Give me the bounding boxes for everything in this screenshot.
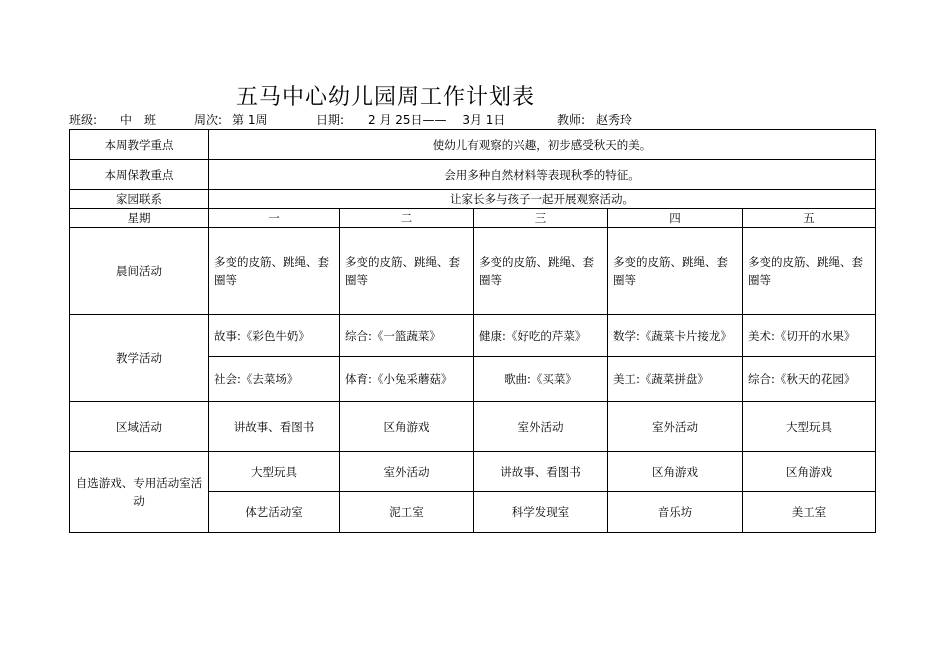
page-title: 五马中心幼儿园周工作计划表 xyxy=(236,85,536,110)
area-activity-cell: 室外活动 xyxy=(474,402,608,452)
day-header: 五 xyxy=(743,209,876,228)
teaching-focus-value: 使幼儿有观察的兴趣，初步感受秋天的美。 xyxy=(209,130,876,160)
care-focus-label: 本周保教重点 xyxy=(70,160,209,190)
teaching-activity-cell: 故事:《彩色牛奶》 xyxy=(209,315,340,357)
free-activity-cell: 室外活动 xyxy=(340,452,474,492)
care-focus-value: 会用多种自然材料等表现秋季的特征。 xyxy=(209,160,876,190)
teaching-activity-cell: 综合:《秋天的花园》 xyxy=(743,357,876,402)
free-activity-cell: 音乐坊 xyxy=(608,492,743,533)
free-activity-cell: 体艺活动室 xyxy=(209,492,340,533)
teaching-activity-cell: 数学:《蔬菜卡片接龙》 xyxy=(608,315,743,357)
teaching-focus-label: 本周教学重点 xyxy=(70,130,209,160)
area-activity-label: 区域活动 xyxy=(70,402,209,452)
teaching-activity-cell: 美工:《蔬菜拼盘》 xyxy=(608,357,743,402)
free-activity-cell: 美工室 xyxy=(743,492,876,533)
morning-activity-cell: 多变的皮筋、跳绳、套圈等 xyxy=(209,228,340,315)
teaching-activity-cell: 综合:《一篮蔬菜》 xyxy=(340,315,474,357)
class-label: 班级: xyxy=(69,113,98,127)
free-activity-cell: 科学发现室 xyxy=(474,492,608,533)
morning-activity-row xyxy=(70,228,876,315)
free-activity-cell: 区角游戏 xyxy=(743,452,876,492)
morning-activity-cell: 多变的皮筋、跳绳、套圈等 xyxy=(474,228,608,315)
free-activity-label: 自选游戏、专用活动室活动 xyxy=(70,452,209,533)
home-contact-row xyxy=(70,190,876,209)
morning-activity-label: 晨间活动 xyxy=(70,228,209,315)
care-focus-row xyxy=(70,160,876,190)
teaching-activity-cell: 美术:《切开的水果》 xyxy=(743,315,876,357)
teaching-activity-cell: 体育:《小兔采蘑菇》 xyxy=(340,357,474,402)
teaching-activity-cell: 歌曲:《买菜》 xyxy=(474,357,608,402)
area-activity-cell: 讲故事、看图书 xyxy=(209,402,340,452)
morning-activity-cell: 多变的皮筋、跳绳、套圈等 xyxy=(608,228,743,315)
teacher-value: 赵秀玲 xyxy=(596,113,633,127)
class-value: 中 班 xyxy=(120,113,157,127)
home-contact-label: 家园联系 xyxy=(70,190,209,209)
free-activity-row-1 xyxy=(70,452,876,492)
area-activity-cell: 室外活动 xyxy=(608,402,743,452)
teaching-activity-cell: 健康:《好吃的芹菜》 xyxy=(474,315,608,357)
home-contact-value: 让家长多与孩子一起开展观察活动。 xyxy=(209,190,876,209)
week-value: 第 1周 xyxy=(232,113,268,127)
morning-activity-cell: 多变的皮筋、跳绳、套圈等 xyxy=(340,228,474,315)
free-activity-cell: 区角游戏 xyxy=(608,452,743,492)
free-activity-cell: 大型玩具 xyxy=(209,452,340,492)
day-header: 四 xyxy=(608,209,743,228)
week-label: 周次: xyxy=(194,113,223,127)
weekday-header-row xyxy=(70,209,876,228)
day-header: 三 xyxy=(474,209,608,228)
area-activity-row xyxy=(70,402,876,452)
teaching-activity-row-1 xyxy=(70,315,876,357)
date-value: 2 月 25日—— 3月 1日 xyxy=(368,113,506,127)
teaching-activity-label: 教学活动 xyxy=(70,315,209,402)
teaching-activity-cell: 社会:《去菜场》 xyxy=(209,357,340,402)
weekly-plan-table xyxy=(69,129,876,533)
morning-activity-cell: 多变的皮筋、跳绳、套圈等 xyxy=(743,228,876,315)
free-activity-cell: 讲故事、看图书 xyxy=(474,452,608,492)
day-header: 一 xyxy=(209,209,340,228)
date-label: 日期: xyxy=(316,113,345,127)
teaching-focus-row xyxy=(70,130,876,160)
area-activity-cell: 区角游戏 xyxy=(340,402,474,452)
free-activity-cell: 泥工室 xyxy=(340,492,474,533)
day-header: 二 xyxy=(340,209,474,228)
weekday-header: 星期 xyxy=(70,209,209,228)
area-activity-cell: 大型玩具 xyxy=(743,402,876,452)
teacher-label: 教师: xyxy=(557,113,586,127)
